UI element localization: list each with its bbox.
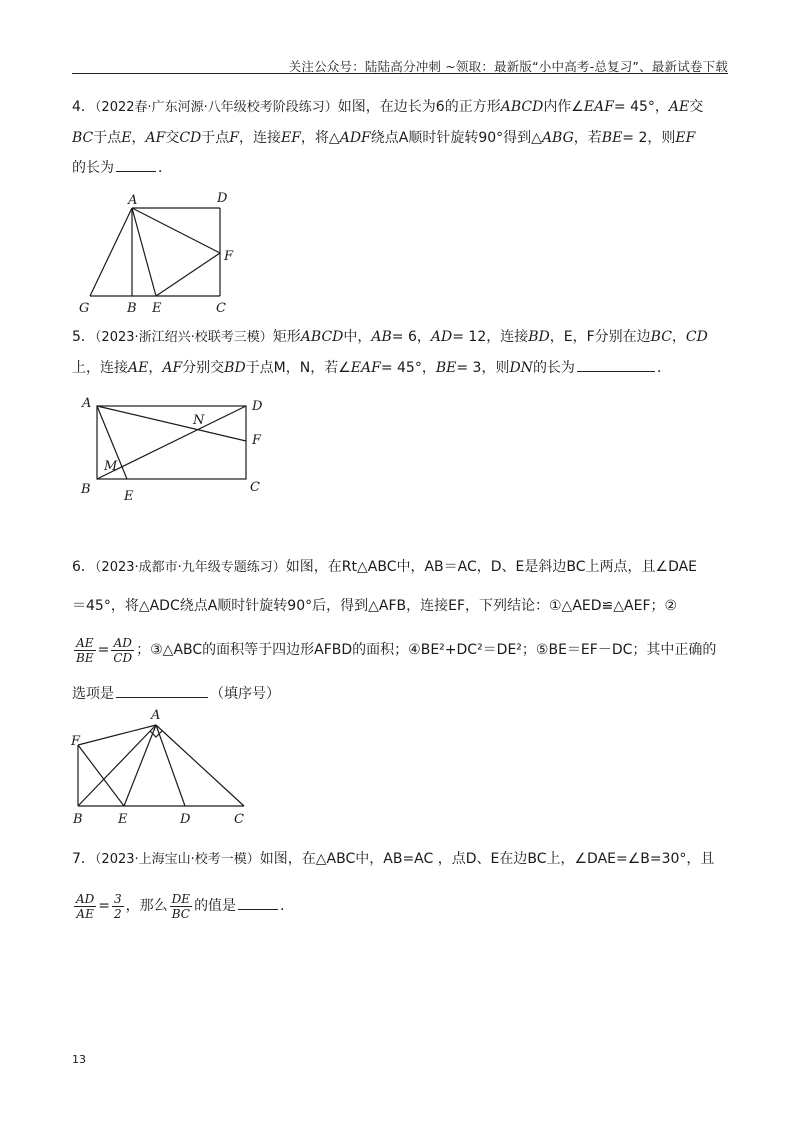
q6-text: 如图，在Rt△ABC中，AB＝AC，D、E是斜边BC上两点，且∠DAE <box>285 559 698 575</box>
q6-text: （填序号） <box>210 686 280 702</box>
q5-var: AD <box>430 329 453 345</box>
q4-label-G: G <box>79 301 90 315</box>
q5-text: 的长为 <box>532 360 575 376</box>
q5-label-B: B <box>81 482 91 497</box>
q6-fraction-ae-be: $\frac{AE}{BE}$ <box>76 635 94 665</box>
question-5 <box>72 322 728 383</box>
q4-text: 绕点A顺时针旋转90°得到△ <box>370 130 542 146</box>
q5-var: EAF <box>350 360 381 376</box>
q7-source: （2023·上海宝山·校考一模） <box>94 852 260 867</box>
q5-text: ， <box>148 360 163 376</box>
q7-fraction-de-bc: $\frac{DE}{BC}$ <box>171 891 191 921</box>
q4-label-C: C <box>216 301 226 315</box>
q5-source: （2023·浙江绍兴·校联考三模） <box>94 330 273 345</box>
q5-text: ． <box>656 360 671 376</box>
q5-text: = 6， <box>391 329 431 345</box>
q4-var: F <box>229 130 239 146</box>
q5-text: ， <box>671 329 686 345</box>
page-number: 13 <box>72 1053 86 1066</box>
q7-text: ． <box>280 898 295 914</box>
header-rule <box>72 73 728 74</box>
q5-var: AB <box>371 329 392 345</box>
q7-text: = <box>98 898 111 914</box>
q4-text: ，若 <box>573 130 602 146</box>
q5-label-F: F <box>252 433 262 448</box>
question-6 <box>72 548 728 713</box>
q4-number: 4． <box>72 99 95 115</box>
q6-label-F: F <box>71 734 81 749</box>
q7-fraction-ad-ae: $\frac{AD}{AE}$ <box>76 891 95 921</box>
q5-var: AF <box>162 360 183 376</box>
q4-var: ABG <box>541 130 574 146</box>
q5-var: BC <box>650 329 672 345</box>
q5-var: ABCD <box>300 329 344 345</box>
q4-label-D: D <box>217 191 228 206</box>
q4-text: 内作∠ <box>543 99 584 115</box>
q5-text: = 3，则 <box>456 360 510 376</box>
q7-number: 7． <box>72 851 95 867</box>
q6-fraction-ad-cd: $\frac{AD}{CD}$ <box>113 635 133 665</box>
q4-var: AF <box>145 130 166 146</box>
q5-var: AE <box>128 360 149 376</box>
q5-text: 矩形 <box>272 329 301 345</box>
q4-label-E: E <box>152 301 162 315</box>
q5-text: 上，连接 <box>72 360 128 376</box>
q4-text: ，连接 <box>238 130 281 146</box>
q4-text: 交 <box>689 99 704 115</box>
q7-text: ，那么 <box>125 898 168 914</box>
q5-text: 分别交 <box>182 360 225 376</box>
q7-text: 如图，在△ABC中，AB=AC ，点D、E在边BC上，∠DAE=∠B=30°，且 <box>259 851 715 867</box>
q4-var: CD <box>179 130 202 146</box>
q6-answer-blank[interactable] <box>116 683 208 698</box>
q4-text: = 2，则 <box>622 130 676 146</box>
q4-text: 于点 <box>93 130 122 146</box>
q5-text: 中， <box>343 329 372 345</box>
page-header: 关注公众号：陆陆高分冲刺 ~领取：最新版“小中高考-总复习”、最新试卷下载 <box>288 59 728 74</box>
q4-answer-blank[interactable] <box>116 157 156 172</box>
q6-number: 6． <box>72 559 95 575</box>
q5-text: = 45°， <box>380 360 436 376</box>
q4-text: ． <box>158 160 172 176</box>
q4-label-A: A <box>128 193 138 208</box>
question-4 <box>72 92 728 183</box>
q7-answer-blank[interactable] <box>238 895 278 910</box>
q5-var: BD <box>528 329 550 345</box>
question-7 <box>72 838 728 931</box>
q4-var: BC <box>72 130 94 146</box>
q4-label-F: F <box>224 249 234 264</box>
q5-text: ，E，F分别在边 <box>549 329 651 345</box>
q4-text: 的长为 <box>72 160 114 176</box>
q6-text: ＝45°，将△ADC绕点A顺时针旋转90°后，得到△AFB，连接EF，下列结论：①△AED≌△AEF；② <box>72 598 678 614</box>
q5-number: 5． <box>72 329 95 345</box>
q5-label-C: C <box>250 480 260 495</box>
q6-text: ；③△ABC的面积等于四边形AFBD的面积；④BE²+DC²＝DE²；⑤BE＝EF－DC；其中正确的 <box>136 642 717 658</box>
q5-text: = 12，连接 <box>452 329 529 345</box>
q4-text: 交 <box>165 130 180 146</box>
q6-figure <box>68 703 258 828</box>
q5-var: BE <box>435 360 457 376</box>
q5-var: CD <box>685 329 708 345</box>
q4-source: （2022春·广东河源·八年级校考阶段练习） <box>94 100 338 115</box>
q5-var: DN <box>509 360 533 376</box>
q6-label-E: E <box>118 812 128 827</box>
q4-text: ， <box>131 130 146 146</box>
q4-text: = 45°， <box>613 99 669 115</box>
q4-label-B: B <box>127 301 137 315</box>
q6-text: = <box>97 642 110 658</box>
q5-text: 于点M，N，若∠ <box>245 360 351 376</box>
q5-label-A: A <box>82 396 92 411</box>
q5-label-N: N <box>193 413 205 428</box>
q6-source: （2023·成都市·九年级专题练习） <box>94 560 286 575</box>
q4-figure <box>70 190 245 315</box>
q7-text: 的值是 <box>194 898 237 914</box>
q5-answer-blank[interactable] <box>577 357 655 372</box>
q6-label-D: D <box>180 812 191 827</box>
q4-text: ，将△ <box>300 130 340 146</box>
q7-fraction-3-2: $\frac{3}{2}$ <box>114 891 122 921</box>
q6-label-C: C <box>234 812 244 827</box>
q6-text: 选项是 <box>72 686 114 702</box>
q5-var: BD <box>224 360 246 376</box>
q4-var: E <box>121 130 132 146</box>
q4-var: ADF <box>339 130 371 146</box>
q5-label-M: M <box>104 459 118 474</box>
q6-label-A: A <box>151 708 161 723</box>
q4-var: EF <box>280 130 301 146</box>
q4-text: 如图，在边长为6的正方形 <box>337 99 501 115</box>
q4-text: 于点 <box>201 130 230 146</box>
q4-var: ABCD <box>500 99 544 115</box>
q6-label-B: B <box>73 812 83 827</box>
q4-var: EAF <box>583 99 614 115</box>
q5-label-D: D <box>252 399 263 414</box>
q4-var: AE <box>668 99 690 115</box>
q4-var: EF <box>675 130 696 146</box>
q5-figure <box>75 392 275 507</box>
q5-label-E: E <box>124 489 134 504</box>
q4-var: BE <box>601 130 623 146</box>
